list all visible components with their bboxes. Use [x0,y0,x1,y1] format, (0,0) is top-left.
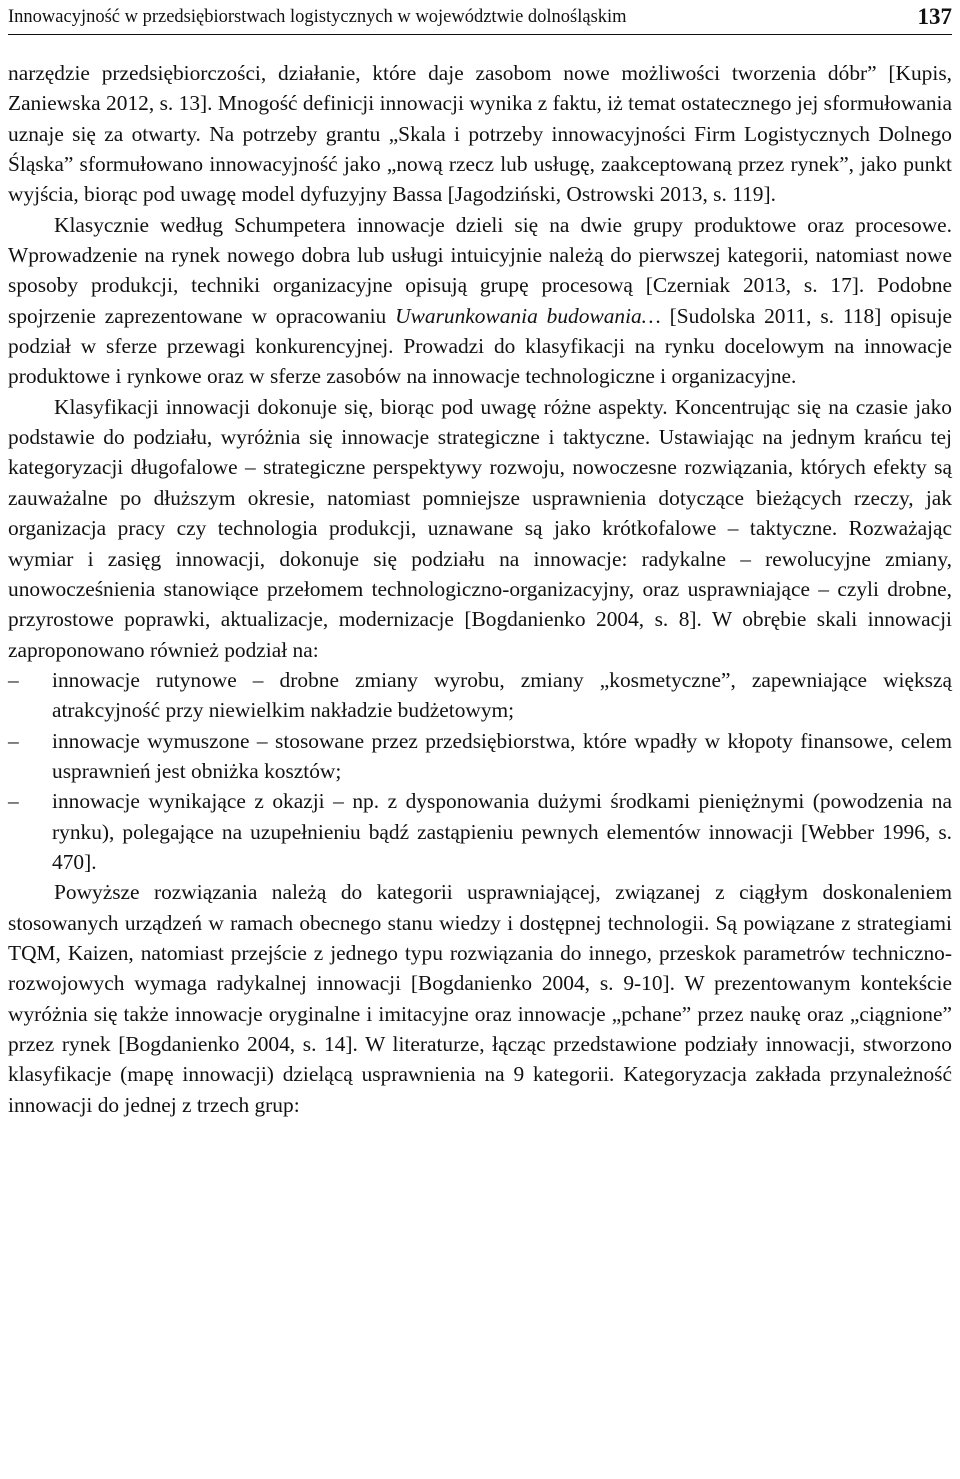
paragraph-2-text-before: Klasycznie według Schumpetera innowacje dzieli się na dwie grupy produktowe oraz procesowe. Wprowadzenie na rynek nowego dobra lub usługi intuicyjnie należą do pierwszej kategorii, natomiast nowe sposoby produkcji, techniki organizacyjne opisują grupę procesową [Czerniak 2013, s. 17]. Podobne spojrzenie zaprezentowane w opracowaniu [8,212,952,328]
list-bullet: – [8,667,19,692]
page-number: 137 [917,4,952,29]
running-header [8,4,952,35]
paragraph-2 [8,210,952,392]
paragraph-2-text-after: [Sudolska 2011, s. 118] opisuje podział w sferze przewagi konkurencyjnej. Prowadzi do klasyfikacji na rynku docelowym na innowacje produktowe i rynkowe oraz w sferze zasobów na innowacje technologiczne i organizacyjne. [8,303,953,389]
cited-title: Uwarunkowania budowania… [395,303,661,328]
list-bullet: – [8,789,19,814]
list-item-text: innowacje wynikające z okazji – np. z dysponowania dużymi środkami pieniężnymi (powodzenia na rynku), polegające na uzupełnieniu bądź zastąpieniu pewnych elementów innowacji [Webber 1996, s. 470]. [52,789,952,874]
list-item-text: innowacje rutynowe – drobne zmiany wyrobu, zmiany „kosmetyczne”, zapewniające większą atrakcyjność przy niewielkim nakładzie budżetowym; [52,667,952,723]
list-item-text: innowacje wymuszone – stosowane przez przedsiębiorstwa, które wpadły w kłopoty finansowe, celem usprawnień jest obniżka kosztów; [52,728,952,783]
list-item [8,665,952,726]
list-item [8,726,952,787]
paragraph-3: Klasyfikacji innowacji dokonuje się, biorąc pod uwagę różne aspekty. Koncentrując się na czasie jako podstawie do podziału, wyróżnia się innowacje strategiczne i taktyczne. Ustawiając na jednym krańcu tej kategoryzacji długofalowe – strategiczne perspektywy rozwoju, nowoczesne rozwiązania, których efekty są zauważalne po dłuższym okresie, natomiast pomniejsze usprawnienia dotyczące bieżących rzeczy, jak organizacja pracy czy technologia produkcji, uznawane są jako krótkofalowe – taktyczne. Rozważając wymiar i zasięg innowacji, dokonuje się podziału na innowacje: radykalne – rewolucyjne zmiany, unowocześnienia stanowiące przełomem technologiczno-organizacyjny, oraz usprawniające – czyli drobne, przyrostowe poprawki, aktualizacje, modernizacje [Bogdanienko 2004, s. 8]. W obrębie skali innowacji zaproponowano również podział na: [8,394,952,662]
body-text [8,58,952,1120]
running-header-title: Innowacyjność w przedsiębiorstwach logistycznych w województwie dolnośląskim [8,7,627,27]
paragraph-1: narzędzie przedsiębiorczości, działanie, które daje zasobom nowe możliwości tworzenia dóbr” [Kupis, Zaniewska 2012, s. 13]. Mnogość definicji innowacji wynika z faktu, iż temat ostatecznego jej sformułowania uznaje się za otwarty. Na potrzeby grantu „Skala i potrzeby innowacyjności Firm Logistycznych Dolnego Śląska” sformułowano innowacyjność jako „nową rzecz lub usługę, zaakceptowaną przez rynek”, jako punkt wyjścia, biorąc pod uwagę model dyfuzyjny Bassa [Jagodziński, Ostrowski 2013, s. 119]. [8,61,952,207]
innovation-list [8,665,952,877]
list-bullet: – [8,728,19,753]
paragraph-closing: Powyższe rozwiązania należą do kategorii usprawniającej, związanej z ciągłym doskonaleniem stosowanych urządzeń w ramach obecnego stanu wiedzy i dostępnej technologii. Są powiązane z strategiami TQM, Kaizen, natomiast przejście z jednego typu rozwiązania do innego, przeskok parametrów techniczno-rozwojowych wymaga radykalnej innowacji [Bogdanienko 2004, s. 9-10]. W prezentowanym kontekście wyróżnia się także innowacje oryginalne i imitacyjne oraz innowacje „pchane” przez naukę oraz „ciągnione” przez rynek [Bogdanienko 2004, s. 14]. W literaturze, łącząc przedstawione podziały innowacji, stworzono klasyfikacje (mapę innowacji) dzielącą usprawnienia na 9 kategorii. Kategoryzacja zakłada przynależność innowacji do jednej z trzech grup: [8,880,952,1117]
list-item [8,786,952,877]
